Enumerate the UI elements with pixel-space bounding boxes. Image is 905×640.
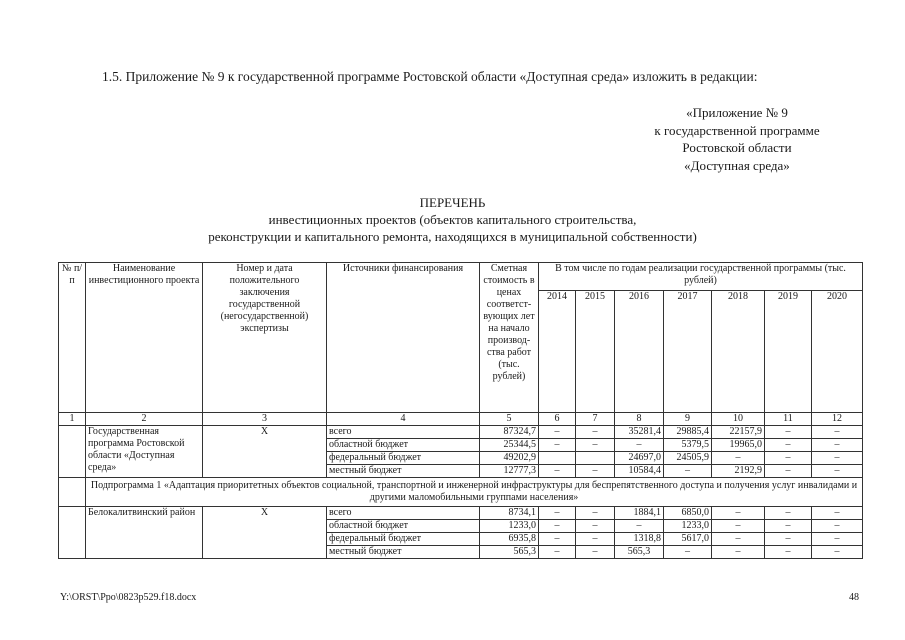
year-cell: –	[765, 546, 812, 559]
year-cell: –	[765, 465, 812, 478]
col-number: 12	[812, 413, 863, 426]
year-cell: –	[576, 533, 615, 546]
year-cell: –	[539, 507, 576, 520]
intro-line: 1.5. Приложение № 9 к государственной программе Ростовской области «Доступная среда» изложить в редакции:	[102, 69, 758, 84]
header-year: 2019	[765, 291, 812, 413]
subprogram-row	[59, 478, 863, 507]
year-cell: –	[539, 439, 576, 452]
year-cell: 1318,8	[615, 533, 664, 546]
project-name: Белокалитвинский район	[86, 507, 203, 559]
source-cell: местный бюджет	[327, 465, 480, 478]
col-number: 10	[712, 413, 765, 426]
appendix-line: к государственной программе	[654, 122, 820, 138]
year-cell: –	[576, 507, 615, 520]
expertise-cell: Х	[203, 507, 327, 559]
document-title	[0, 194, 905, 245]
subtitle-line: реконструкции и капитального ремонта, находящихся в муниципальной собственности)	[208, 229, 697, 244]
year-cell: –	[539, 546, 576, 559]
header-row	[59, 263, 863, 291]
year-cell: –	[812, 546, 863, 559]
col-number: 4	[327, 413, 480, 426]
year-cell: –	[812, 520, 863, 533]
year-cell: –	[539, 465, 576, 478]
cost-cell: 25344,5	[480, 439, 539, 452]
header-years-group: В том числе по годам реализации государственной программы (тыс. рублей)	[539, 263, 863, 291]
header-num: № п/п	[59, 263, 86, 413]
year-cell: 5379,5	[664, 439, 712, 452]
source-cell: федеральный бюджет	[327, 452, 480, 465]
col-number: 5	[480, 413, 539, 426]
source-cell: областной бюджет	[327, 439, 480, 452]
year-cell: –	[812, 439, 863, 452]
appendix-line: «Доступная среда»	[684, 157, 790, 173]
year-cell: 2192,9	[712, 465, 765, 478]
source-cell: областной бюджет	[327, 520, 480, 533]
year-cell: –	[765, 452, 812, 465]
source-cell: местный бюджет	[327, 546, 480, 559]
col-number: 11	[765, 413, 812, 426]
year-cell: 1884,1	[615, 507, 664, 520]
table-row	[59, 426, 863, 439]
cost-cell: 6935,8	[480, 533, 539, 546]
year-cell: 19965,0	[712, 439, 765, 452]
projects-table	[58, 262, 863, 559]
year-cell: –	[664, 465, 712, 478]
year-cell: 24697,0	[615, 452, 664, 465]
col-number: 3	[203, 413, 327, 426]
cost-cell: 565,3	[480, 546, 539, 559]
col-number: 2	[86, 413, 203, 426]
year-cell: –	[765, 520, 812, 533]
year-cell: 1233,0	[664, 520, 712, 533]
source-cell: федеральный бюджет	[327, 533, 480, 546]
year-cell: –	[539, 533, 576, 546]
year-cell	[539, 452, 576, 465]
source-cell: всего	[327, 426, 480, 439]
year-cell: –	[765, 507, 812, 520]
header-sources: Источники финансирования	[327, 263, 480, 413]
appendix-line: Ростовской области	[682, 140, 792, 155]
source-cell: всего	[327, 507, 480, 520]
col-number: 7	[576, 413, 615, 426]
cost-cell: 12777,3	[480, 465, 539, 478]
year-cell: 565,3	[615, 546, 664, 559]
year-cell: –	[576, 520, 615, 533]
subprogram-title: Подпрограмма 1 «Адаптация приоритетных объектов социальной, транспортной и инженерной инфраструктуры для беспрепятственного доступа и получения услуг инвалидами и другими маломобильными группами населения»	[86, 478, 863, 507]
header-year: 2015	[576, 291, 615, 413]
year-cell: 5617,0	[664, 533, 712, 546]
year-cell: –	[765, 426, 812, 439]
header-year: 2014	[539, 291, 576, 413]
year-cell: –	[576, 439, 615, 452]
footer-file-path: Y:\ORST\Ppo\0823p529.f18.docx	[60, 592, 197, 603]
year-cell: –	[712, 452, 765, 465]
year-cell: –	[576, 426, 615, 439]
year-cell: –	[712, 520, 765, 533]
subtitle-line: инвестиционных проектов (объектов капитального строительства,	[268, 212, 637, 227]
header-expertise: Номер и дата положительного заключения государственной (негосударственной) экспертизы	[203, 263, 327, 413]
cost-cell: 87324,7	[480, 426, 539, 439]
year-cell: –	[539, 426, 576, 439]
row-num	[59, 507, 86, 559]
cost-cell: 1233,0	[480, 520, 539, 533]
year-cell: 10584,4	[615, 465, 664, 478]
title: ПЕРЕЧЕНЬ	[419, 195, 486, 210]
year-cell: –	[765, 533, 812, 546]
year-cell: –	[539, 520, 576, 533]
cost-cell: 8734,1	[480, 507, 539, 520]
year-cell: 35281,4	[615, 426, 664, 439]
year-cell: 22157,9	[712, 426, 765, 439]
year-cell: –	[576, 465, 615, 478]
year-cell	[576, 452, 615, 465]
year-cell: 6850,0	[664, 507, 712, 520]
column-number-row	[59, 413, 863, 426]
year-cell: –	[615, 520, 664, 533]
header-year: 2018	[712, 291, 765, 413]
appendix-line: «Приложение № 9	[686, 105, 788, 120]
year-cell: –	[812, 533, 863, 546]
table-row	[59, 507, 863, 520]
page-number: 48	[849, 592, 859, 603]
project-name: Государственная программа Ростовской области «Доступная среда»	[86, 426, 203, 478]
col-number: 6	[539, 413, 576, 426]
header-cost: Сметная стоимость в ценах соответст-вующих лет на начало производ-ства работ (тыс. рублей)	[480, 263, 539, 413]
header-year: 2020	[812, 291, 863, 413]
year-cell: –	[812, 426, 863, 439]
year-cell: 24505,9	[664, 452, 712, 465]
col-number: 1	[59, 413, 86, 426]
header-year: 2016	[615, 291, 664, 413]
row-num	[59, 426, 86, 478]
year-cell: –	[712, 533, 765, 546]
expertise-cell: Х	[203, 426, 327, 478]
year-cell: –	[664, 546, 712, 559]
cost-cell: 49202,9	[480, 452, 539, 465]
year-cell: –	[712, 507, 765, 520]
year-cell: –	[812, 507, 863, 520]
year-cell: –	[576, 546, 615, 559]
year-cell: –	[615, 439, 664, 452]
year-cell: –	[712, 546, 765, 559]
col-number: 8	[615, 413, 664, 426]
year-cell: 29885,4	[664, 426, 712, 439]
header-name: Наименование инвестиционного проекта	[86, 263, 203, 413]
header-year: 2017	[664, 291, 712, 413]
year-cell: –	[765, 439, 812, 452]
appendix-heading	[627, 104, 847, 174]
col-number: 9	[664, 413, 712, 426]
row-num	[59, 478, 86, 507]
year-cell: –	[812, 465, 863, 478]
year-cell: –	[812, 452, 863, 465]
